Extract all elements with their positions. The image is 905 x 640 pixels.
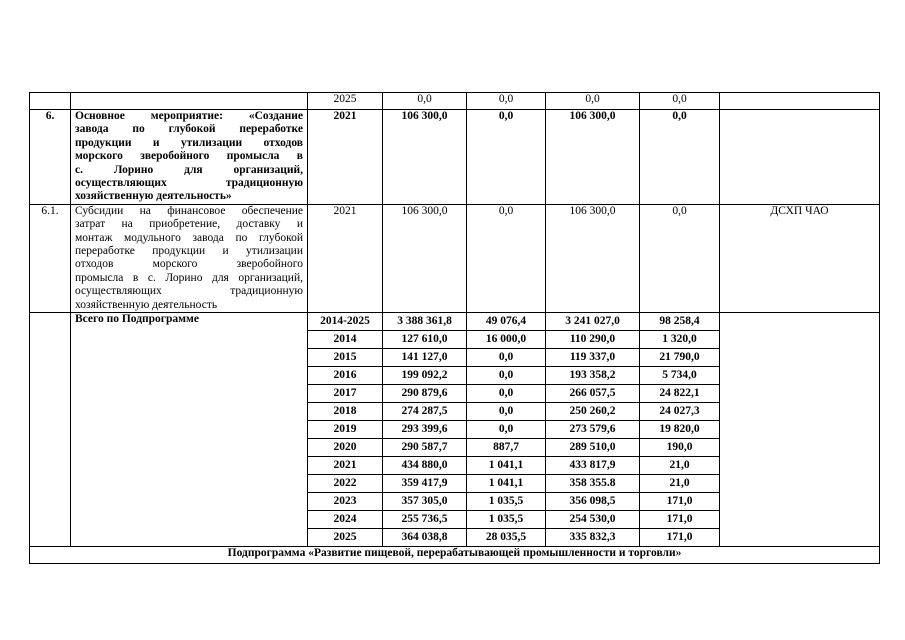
total-value: 106 300,0	[383, 204, 467, 312]
regional-value: 335 832,3	[546, 529, 640, 547]
regional-value: 193 358,2	[546, 367, 640, 385]
description-line: отходов морского зверобойного	[75, 258, 303, 271]
activity-description	[71, 204, 308, 312]
regional-value: 289 510,0	[546, 439, 640, 457]
federal-value: 1 041,1	[467, 475, 546, 493]
federal-value: 49 076,4	[467, 313, 546, 331]
year-cell: 2020	[308, 439, 383, 457]
executor-cell: ДСХП ЧАО	[720, 204, 880, 312]
other-value: 171,0	[640, 511, 720, 529]
regional-value: 110 290,0	[546, 331, 640, 349]
total-value: 127 610,0	[383, 331, 467, 349]
budget-table	[29, 92, 880, 564]
year-cell: 2025	[308, 93, 383, 110]
other-value: 24 027,3	[640, 403, 720, 421]
total-value: 290 879,6	[383, 385, 467, 403]
other-value: 171,0	[640, 493, 720, 511]
activity-title	[71, 93, 308, 110]
year-cell: 2016	[308, 367, 383, 385]
total-value: 255 736,5	[383, 511, 467, 529]
regional-value: 250 260,2	[546, 403, 640, 421]
title-line: продукции и утилизации отходов	[75, 136, 303, 149]
federal-value: 887,7	[467, 439, 546, 457]
federal-value: 0,0	[467, 204, 546, 312]
year-cell: 2014-2025	[308, 313, 383, 331]
federal-value: 16 000,0	[467, 331, 546, 349]
executor-cell	[720, 93, 880, 110]
year-cell: 2019	[308, 421, 383, 439]
description-line: осуществляющих традиционную	[75, 285, 303, 298]
other-value: 0,0	[640, 110, 720, 205]
other-value: 21,0	[640, 475, 720, 493]
title-line: Основное мероприятие: «Создание	[75, 110, 303, 122]
subprogram-header-row	[30, 547, 880, 564]
activity-title	[71, 110, 308, 205]
total-value: 290 587,7	[383, 439, 467, 457]
totals-label: Всего по Подпрограмме	[71, 313, 308, 547]
year-cell: 2017	[308, 385, 383, 403]
other-value: 19 820,0	[640, 421, 720, 439]
title-line: с. Лорино для организаций,	[75, 163, 303, 176]
federal-value: 1 041,1	[467, 457, 546, 475]
totals-section	[30, 313, 880, 547]
other-value: 21,0	[640, 457, 720, 475]
total-value: 357 305,0	[383, 493, 467, 511]
total-value: 293 399,6	[383, 421, 467, 439]
regional-value: 254 530,0	[546, 511, 640, 529]
federal-value: 0,0	[467, 93, 546, 110]
year-cell: 2022	[308, 475, 383, 493]
regional-value: 119 337,0	[546, 349, 640, 367]
federal-value: 1 035,5	[467, 493, 546, 511]
year-cell: 2025	[308, 529, 383, 547]
year-cell: 2018	[308, 403, 383, 421]
regional-value: 106 300,0	[546, 110, 640, 205]
total-value: 0,0	[383, 93, 467, 110]
row-number: 6.1.	[30, 204, 71, 312]
total-value: 3 388 361,8	[383, 313, 467, 331]
title-line: морского зверобойного промысла в	[75, 150, 303, 163]
regional-value: 273 579,6	[546, 421, 640, 439]
total-value: 359 417,9	[383, 475, 467, 493]
federal-value: 0,0	[467, 385, 546, 403]
federal-value: 0,0	[467, 367, 546, 385]
description-line: переработке продукции и утилизации	[75, 245, 303, 258]
totals-row	[30, 313, 880, 331]
executor-cell	[720, 313, 880, 547]
table-row-6	[30, 110, 880, 205]
federal-value: 0,0	[467, 403, 546, 421]
other-value: 5 734,0	[640, 367, 720, 385]
table-row-prev	[30, 93, 880, 110]
row-number: 6.	[30, 110, 71, 205]
year-cell: 2014	[308, 331, 383, 349]
year-cell: 2021	[308, 110, 383, 205]
year-cell: 2023	[308, 493, 383, 511]
table-row-6-1	[30, 204, 880, 312]
other-value: 0,0	[640, 204, 720, 312]
title-line: осуществляющих традиционную	[75, 177, 303, 190]
total-value: 274 287,5	[383, 403, 467, 421]
total-value: 434 880,0	[383, 457, 467, 475]
regional-value: 3 241 027,0	[546, 313, 640, 331]
federal-value: 0,0	[467, 110, 546, 205]
row-number	[30, 93, 71, 110]
federal-value: 0,0	[467, 421, 546, 439]
row-number	[30, 313, 71, 547]
total-value: 141 127,0	[383, 349, 467, 367]
subprogram-title: Подпрограмма «Развитие пищевой, перерабатывающей промышленности и торговли»	[30, 547, 880, 564]
federal-value: 28 035,5	[467, 529, 546, 547]
title-line: хозяйственную деятельность»	[75, 190, 232, 203]
regional-value: 356 098,5	[546, 493, 640, 511]
regional-value: 106 300,0	[546, 204, 640, 312]
other-value: 171,0	[640, 529, 720, 547]
other-value: 190,0	[640, 439, 720, 457]
year-cell: 2015	[308, 349, 383, 367]
description-line: затрат на приобретение, доставку и	[75, 218, 303, 231]
regional-value: 266 057,5	[546, 385, 640, 403]
year-cell: 2021	[308, 457, 383, 475]
other-value: 0,0	[640, 93, 720, 110]
regional-value: 358 355.8	[546, 475, 640, 493]
executor-cell	[720, 110, 880, 205]
title-line: завода по глубокой переработке	[75, 123, 303, 136]
regional-value: 433 817,9	[546, 457, 640, 475]
total-value: 364 038,8	[383, 529, 467, 547]
federal-value: 0,0	[467, 349, 546, 367]
other-value: 24 822,1	[640, 385, 720, 403]
other-value: 21 790,0	[640, 349, 720, 367]
regional-value: 0,0	[546, 93, 640, 110]
other-value: 1 320,0	[640, 331, 720, 349]
description-line: промысла в с. Лорино для организаций,	[75, 271, 303, 284]
description-line: хозяйственную деятельность	[75, 298, 218, 311]
year-cell: 2024	[308, 511, 383, 529]
total-value: 106 300,0	[383, 110, 467, 205]
description-line: Субсидии на финансовое обеспечение	[75, 204, 303, 217]
total-value: 199 092,2	[383, 367, 467, 385]
year-cell: 2021	[308, 204, 383, 312]
other-value: 98 258,4	[640, 313, 720, 331]
description-line: монтаж модульного завода по глубокой	[75, 231, 303, 244]
federal-value: 1 035,5	[467, 511, 546, 529]
